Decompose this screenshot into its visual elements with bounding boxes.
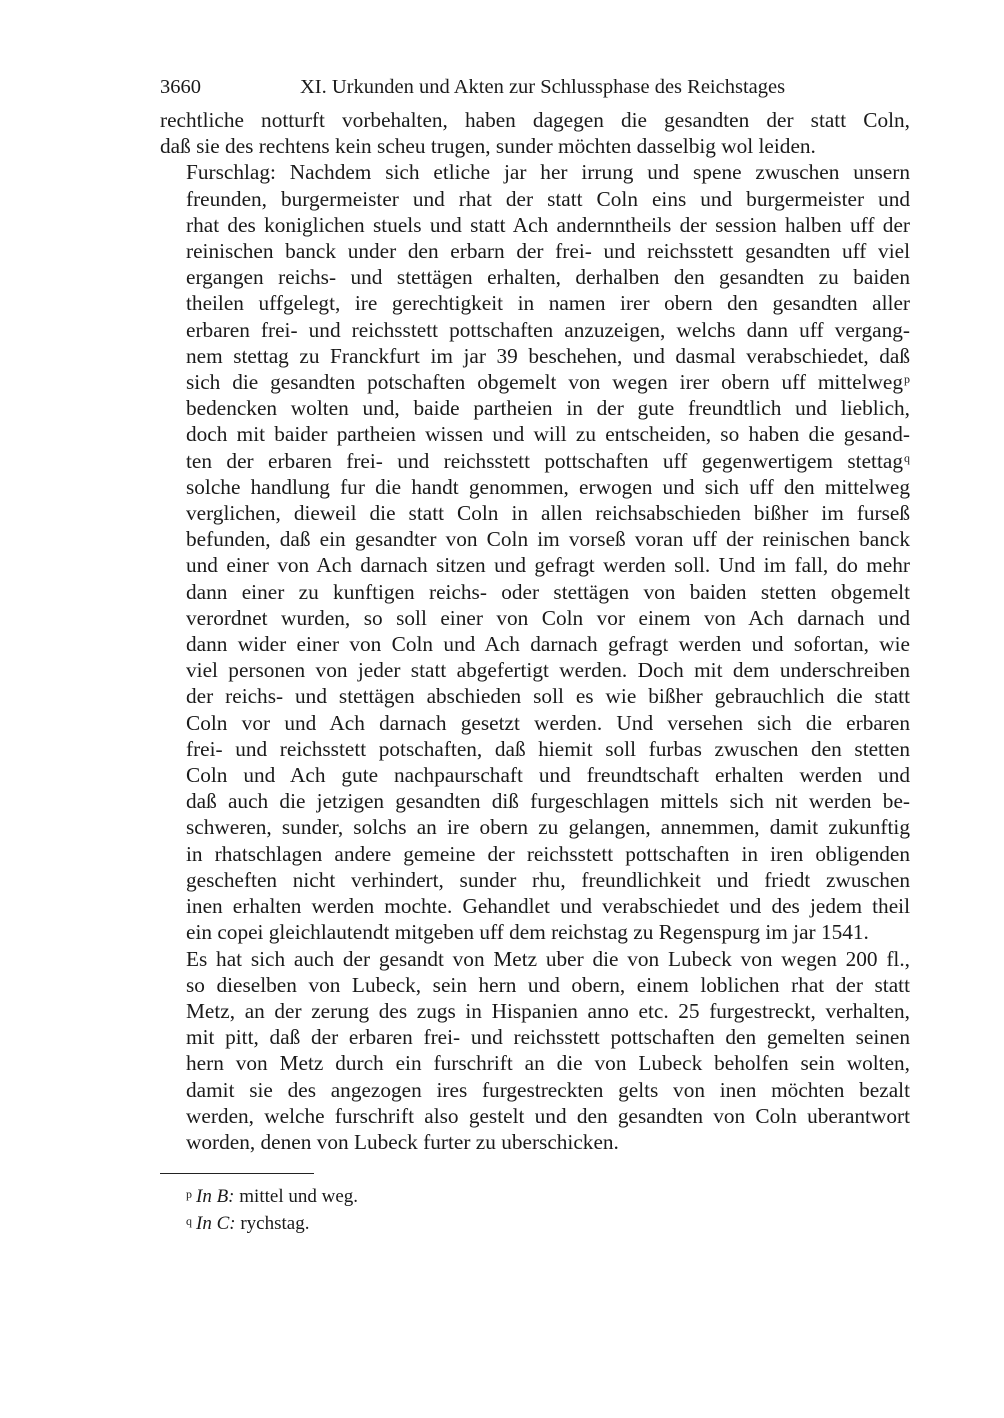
text-line: befunden, daß ein gesandter von Coln im vorseß voran uff der reinischen banck (186, 527, 910, 552)
text-line: dann wider einer von Coln und Ach darnach gefragt werden und sofortan, wie (186, 632, 910, 657)
footnotes (160, 1182, 910, 1236)
footnote-mark: q (186, 1214, 192, 1229)
text-line: und einer von Ach darnach sitzen und gefragt werden soll. Und im fall, do mehr (186, 553, 910, 578)
text-line: schweren, sunder, solchs an ire obern zu gelangen, annemmen, damit zukunftig (186, 815, 910, 840)
text-line: rhat des koniglichen stuels und statt Ach andernntheils der session halben uff der (186, 212, 910, 237)
text-line: reinischen banck under den erbarn der frei- und reichsstett gesandten uff viel (186, 239, 910, 264)
footnote-text: mittel und weg. (234, 1186, 358, 1208)
text-line: doch mit baider partheien wissen und will zu entscheiden, so haben die gesand- (186, 422, 910, 447)
text-line: sich die gesandten potschaften obgemelt von wegen irer obern uff mittelweg$^p$ (186, 370, 910, 395)
text-line: viel personen von jeder statt abgefertigt werden. Doch mit dem underschreiben (186, 658, 910, 683)
paragraph (160, 946, 910, 1156)
footnote (160, 1209, 910, 1236)
text-line: rechtliche notturft vorbehalten, haben dagegen die gesandten der statt Coln, (160, 108, 910, 132)
text-line: verglichen, dieweil die statt Coln in allen reichsabschieden bißher im furseß (186, 501, 910, 526)
text-line: theilen uffgelegt, ire gerechtigkeit in namen irer obern den gesandten aller (186, 291, 910, 316)
text-line: damit sie des angezogen ires furgestreckten gelts von inen möchten bezalt (186, 1077, 910, 1102)
text-line: Furschlag: Nachdem sich etliche jar her irrung und spene zwuschen unsern (186, 160, 910, 185)
text-line: hern von Metz durch ein furschrift an die von Lubeck beholfen sein wolten, (186, 1051, 910, 1076)
text-line: inen erhalten werden mochte. Gehandlet und verabschiedet und des jedem theil (186, 894, 910, 919)
body-text (160, 107, 910, 1155)
footnote-mark: p (186, 1187, 192, 1202)
footnote-reference[interactable]: p (904, 372, 910, 387)
text-line: daß sie des rechtens kein scheu trugen, sunder möchten dasselbig wol leiden. (160, 134, 816, 159)
document-page (160, 76, 910, 1236)
text-line: Coln vor und Ach darnach gesetzt werden. Und versehen sich die erbaren (186, 710, 910, 735)
text-line: so dieselben von Lubeck, sein hern und obern, einem loblichen rhat der statt (186, 972, 910, 997)
text-line: freunden, burgermeister und rhat der statt Coln eins und burgermeister und (186, 186, 910, 211)
paragraph (160, 107, 910, 159)
text-line: worden, denen von Lubeck furter zu uberschicken. (186, 1129, 619, 1154)
footnote (160, 1182, 910, 1209)
text-line: solche handlung fur die handt genommen, erwogen und sich uff den mittelweg (186, 474, 910, 499)
text-line: ergangen reichs- und stettägen erhalten, derhalben den gesandten zu baiden (186, 265, 910, 290)
text-line: verordnet wurden, so soll einer von Coln vor einem von Ach darnach und (186, 605, 910, 630)
page-header (160, 76, 910, 106)
footnote-source-label: In B: (196, 1186, 235, 1208)
text-line: werden, welche furschrift also gestelt und den gesandten von Coln uberantwort (186, 1103, 910, 1128)
text-line: ten der erbaren frei- und reichsstett pottschaften uff gegenwertigem stettag$^q$ (186, 448, 910, 473)
footnote-source-label: In C: (196, 1213, 236, 1235)
text-line: Metz, an der zerung des zugs in Hispanien anno etc. 25 furgestreckt, verhalten, (186, 998, 910, 1023)
text-line: Es hat sich auch der gesandt von Metz uber die von Lubeck von wegen 200 fl., (186, 946, 910, 971)
paragraph (160, 159, 910, 945)
footnote-reference[interactable]: q (904, 450, 910, 465)
text-line: dann einer zu kunftigen reichs- oder stettägen von baiden stetten obgemelt (186, 579, 910, 604)
text-line: der reichs- und stettägen abschieden soll es wie bißher gebrauchlich die statt (186, 684, 910, 709)
text-line: gescheften nicht verhindert, sunder rhu, freundlichkeit und friedt zwuschen (186, 867, 910, 892)
text-line: bedencken wolten und, baide partheien in der gute freundtlich und lieblich, (186, 396, 910, 421)
page-number: 3660 (160, 76, 201, 98)
text-line: frei- und reichsstett potschaften, daß hiemit soll furbas zwuschen den stetten (186, 736, 910, 761)
footnote-rule (160, 1173, 314, 1174)
footnote-text: rychstag. (235, 1213, 310, 1235)
text-line: daß auch die jetzigen gesandten diß furgeschlagen mittels sich nit werden be- (186, 789, 910, 814)
text-line: ein copei gleichlautendt mitgeben uff dem reichstag zu Regenspurg im jar 1541. (186, 920, 869, 945)
running-head: XI. Urkunden und Akten zur Schlussphase des Reichstages (300, 76, 786, 98)
text-line: mit pitt, daß der erbaren frei- und reichsstett pottschaften den gemelten seinen (186, 1025, 910, 1050)
text-line: nem stettag zu Franckfurt im jar 39 beschehen, und dasmal verabschiedet, daß (186, 343, 910, 368)
text-line: erbaren frei- und reichsstett pottschaften anzuzeigen, welchs dann uff vergang- (186, 317, 910, 342)
text-line: Coln und Ach gute nachpaurschaft und freundtschaft erhalten werden und (186, 763, 910, 788)
text-line: in rhatschlagen andere gemeine der reichsstett pottschaften in iren obligenden (186, 841, 910, 866)
